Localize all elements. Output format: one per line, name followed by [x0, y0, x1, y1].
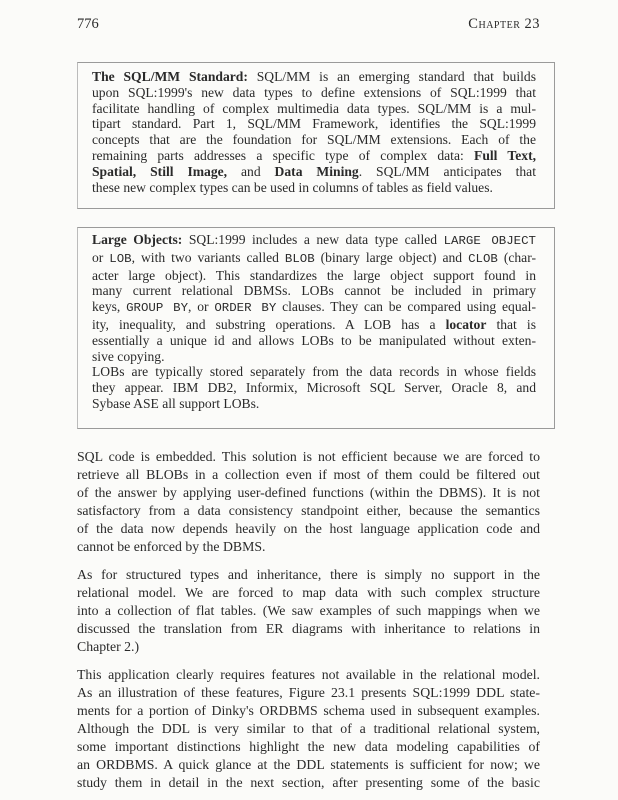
text-line: [92, 333, 536, 349]
text: essentially a unique id and allows LOBs to be manipulated without exten-: [92, 332, 536, 348]
text: , or: [188, 299, 215, 315]
text-line: some important distinctions highlight the new data modeling capabilities of: [77, 739, 540, 754]
text: ity, inequality, and substring operations. A LOB has a: [92, 316, 446, 332]
text-line: of the data now depends heavily on the host language application code and: [77, 521, 540, 536]
text-line: [92, 232, 536, 250]
text-line: [92, 148, 536, 164]
body-paragraph-3: [77, 666, 540, 792]
sidebar-box-large-objects: [77, 227, 555, 429]
text: , with two variants called: [131, 249, 285, 265]
text-line: [92, 396, 536, 412]
code-text: ORDER BY: [214, 301, 277, 316]
code-text: CLOB: [468, 251, 498, 266]
code-text: LOB: [109, 251, 132, 266]
text: clauses. They can be compared using equal-: [276, 299, 536, 315]
text-line: study them in detail in the next section, after presenting some of the basic: [77, 775, 540, 790]
code-text: GROUP BY: [126, 301, 189, 316]
text-line: [92, 283, 536, 299]
text-line: of the answer by applying user-defined functions (within the DBMS). It is not: [77, 485, 540, 500]
text: upon SQL:1999's new data types to define extensions of SQL:1999 that: [92, 84, 536, 100]
text: LOBs are typically stored separately from the data records in whose fields: [92, 364, 536, 380]
text-line: ments for a portion of Dinky's ORDBMS schema used in subsequent examples.: [77, 703, 540, 718]
text: they appear. IBM DB2, Informix, Microsoft SQL Server, Oracle 8, and: [92, 380, 536, 396]
text-line: [92, 380, 536, 396]
text-line: [92, 164, 536, 180]
text-line: satisfactory from a data consistency standpoint either, because the semantics: [77, 503, 540, 518]
bold-text: Full Text,: [474, 147, 536, 163]
text: these new complex types can be used in columns of tables as field values.: [92, 179, 493, 195]
bold-text: The SQL/MM Standard:: [92, 69, 257, 84]
chapter-heading: Chapter 23: [468, 16, 540, 32]
text: sive copying.: [92, 348, 165, 364]
text-line: [92, 101, 536, 117]
text-line: [92, 364, 536, 380]
text-line: [92, 180, 536, 196]
text-line: cannot be enforced by the DBMS.: [77, 539, 266, 554]
text: concepts that are the foundation for SQL/MM extensions. Each of the: [92, 132, 536, 148]
page-number: 776: [77, 16, 99, 32]
text-line: [92, 349, 536, 365]
body-paragraph-2: [77, 566, 540, 656]
code-text: LARGE OBJECT: [443, 234, 536, 248]
text-line: As an illustration of these features, Figure 23.1 presents SQL:1999 DDL state-: [77, 685, 540, 700]
text: SQL:1999 includes a new data type called: [188, 232, 444, 247]
sidebar-box-sql-mm: [77, 62, 555, 209]
text-line: This application clearly requires features not available in the relational model.: [77, 667, 540, 682]
text-line: [92, 317, 536, 333]
text-line: [92, 69, 536, 85]
text-line: discussed the translation from ER diagrams with inheritance to relations in: [77, 621, 540, 636]
text-line: [92, 299, 536, 317]
text: or: [92, 249, 110, 265]
text: and: [227, 163, 275, 179]
code-text: BLOB: [284, 251, 315, 266]
text: . SQL/MM anticipates that: [358, 163, 536, 179]
text: SQL/MM is an emerging standard that builds: [256, 69, 536, 84]
text-line: retrieve all BLOBs in a collection even if most of them could be filtered out: [77, 467, 540, 482]
text-line: relational model. We are forced to map data with such complex structure: [77, 585, 540, 600]
text: that is: [486, 316, 536, 332]
text-line: SQL code is embedded. This solution is not efficient because we are forced to: [77, 449, 540, 464]
bold-text: Data Mining: [274, 163, 359, 179]
text-line: [92, 116, 536, 132]
body-paragraph-1: [77, 448, 540, 556]
text: acter large object). This standardizes the large object support found in: [92, 267, 536, 283]
text-line: As for structured types and inheritance, there is simply no support in the: [77, 567, 540, 582]
bold-text: locator: [445, 316, 487, 332]
text-line: Although the DDL is very similar to that of a traditional relational system,: [77, 721, 540, 736]
text: remaining parts addresses a specific type of complex data:: [92, 147, 475, 163]
text: facilitate handling of complex multimedia data types. SQL/MM is a mul-: [92, 100, 536, 116]
text-line: [92, 85, 536, 101]
text-line: into a collection of flat tables. (We saw examples of such mappings when we: [77, 603, 540, 618]
text-line: [92, 250, 536, 268]
text-line: Chapter 2.): [77, 639, 140, 654]
text: Sybase ASE all support LOBs.: [92, 395, 260, 411]
text-line: [92, 268, 536, 284]
bold-text: Large Objects:: [92, 232, 189, 247]
text: (binary large object) and: [314, 249, 469, 265]
text: (char-: [497, 249, 536, 265]
bold-text: Spatial, Still Image,: [92, 163, 228, 179]
text: keys,: [92, 299, 127, 315]
text-line: an ORDBMS. A quick glance at the DDL statements is sufficient for now; we: [77, 757, 540, 772]
text: many current relational DBMSs. LOBs cannot be included in primary: [92, 283, 536, 299]
text-line: [92, 132, 536, 148]
text: tipart standard. Part 1, SQL/MM Framework, identifies the SQL:1999: [92, 116, 536, 132]
